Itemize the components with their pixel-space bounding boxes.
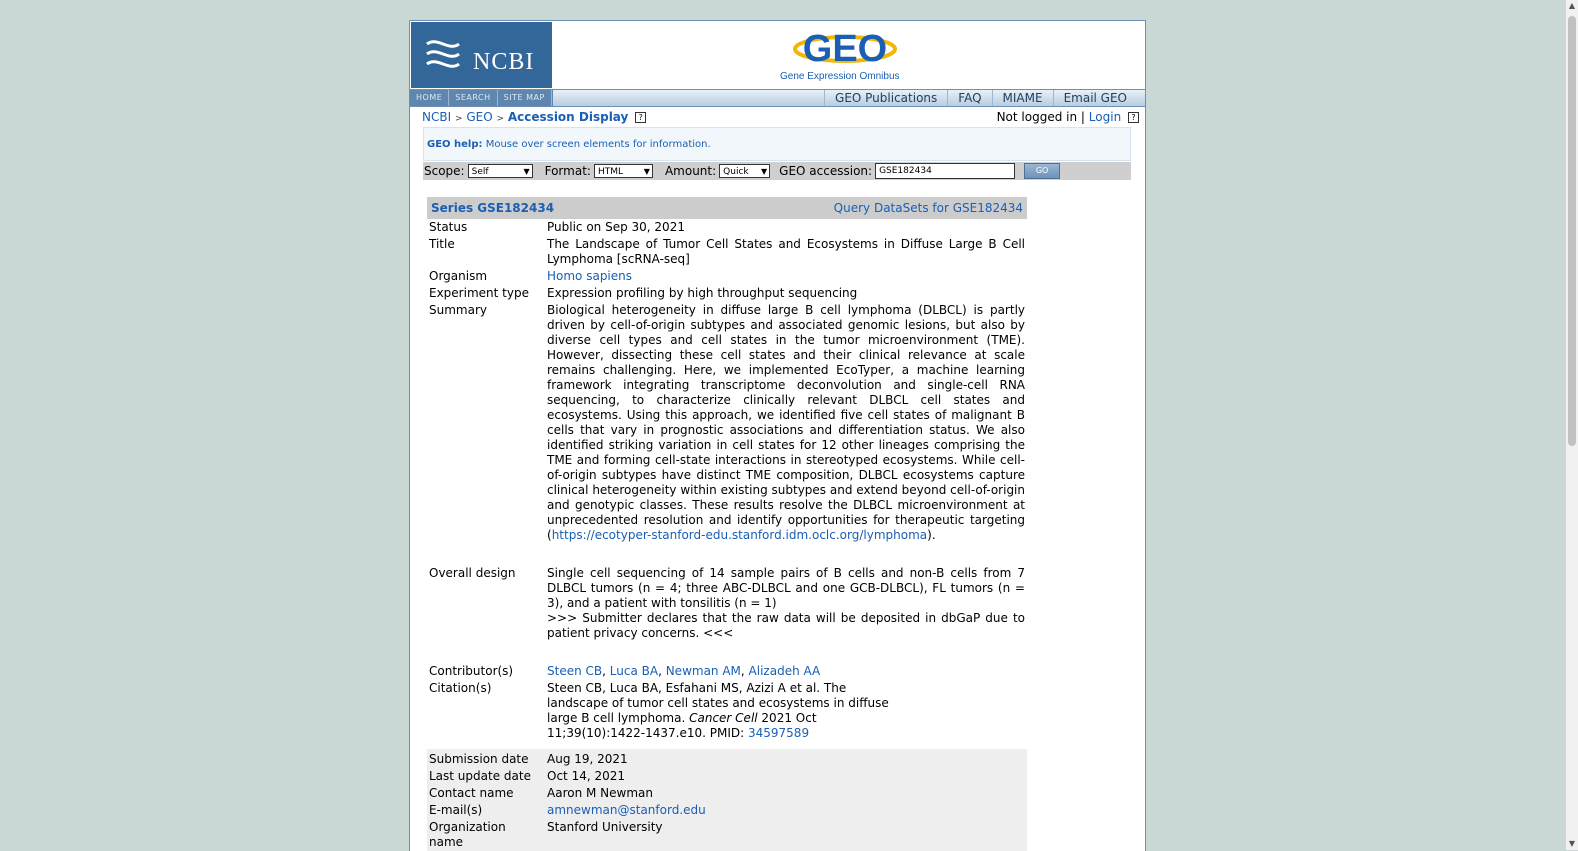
query-datasets-link[interactable]: Query DataSets for GSE182434: [833, 201, 1023, 215]
title-value: The Landscape of Tumor Cell States and Ecosystems in Diffuse Large B Cell Lymphoma [scRNA-seq]: [547, 237, 1025, 266]
experiment-label: Experiment type: [429, 286, 529, 300]
series-header: [427, 197, 1027, 219]
row-submission: [427, 749, 1027, 768]
amount-label: Amount:: [664, 164, 717, 178]
comma: ,: [740, 664, 749, 678]
row-organization: [427, 819, 1027, 851]
geo-help-text: Mouse over screen elements for information.: [485, 139, 711, 150]
login-help-icon[interactable]: ?: [1128, 112, 1139, 123]
citation-text: Steen CB, Luca BA, Esfahani MS, Azizi A et al. The landscape of tumor cell states and ecosystems in diffuse large B cell lymphoma.: [547, 681, 889, 725]
nav-miame[interactable]: MIAME: [992, 90, 1053, 106]
help-icon[interactable]: ?: [635, 112, 646, 123]
login-link[interactable]: Login: [1088, 110, 1122, 124]
geo-help-box: [423, 127, 1131, 161]
geo-nav: [824, 90, 1137, 106]
row-summary: [427, 302, 1027, 565]
status-value: Public on Sep 30, 2021: [547, 220, 685, 234]
breadcrumb-ncbi[interactable]: NCBI: [422, 110, 452, 124]
row-experiment: [427, 285, 1027, 302]
row-design: [427, 565, 1027, 663]
org-label: Organization name: [427, 819, 545, 851]
format-select[interactable]: HTML ▼: [594, 164, 653, 178]
breadcrumb-geo[interactable]: GEO: [466, 110, 493, 124]
summary-text: Biological heterogeneity in diffuse large B cell lymphoma (DLBCL) is partly driven by cell-of-origin subtypes and associated genomic lesions, but also by diverse cell types and cell states in the tumor microenvironment (TME). However, dissecting these cell states and their clinical relevance at scale remains challenging. Here, we implemented EcoTyper, a machine learning framework integrating transcriptome deconvolution and single-cell RNA sequencing, to characterize clinically relevant DLBCL cell states and ecosystems. Using this approach, we identified five cell states of malignant B cells that vary in prognostic associations and differentiation status. We also identified striking variation in cell states for 12 other lineages comprising the TME and forming cell-state interactions in stereotyped ecosystems. While cell-of-origin subtypes have distinct TME composition, DLBCL ecosystems capture clinical heterogeneity within existing subtypes and extend beyond cell-of-origin and genotypic classes. These results resolve the DLBCL microenvironment at unprecedented resolution and identify opportunities for therapeutic targeting (: [547, 303, 1025, 542]
geo-help-title: GEO help:: [427, 139, 483, 150]
scrollbar-thumb[interactable]: [1568, 16, 1576, 446]
geo-logo-text: GEO: [802, 28, 888, 67]
series-panel: [427, 197, 1027, 851]
banner: [410, 21, 1145, 90]
scope-select[interactable]: Self ▼: [468, 164, 533, 178]
email-label: E-mail(s): [427, 802, 545, 819]
design-note: >>> Submitter declares that the raw data will be deposited in dbGaP due to patient privacy concerns. <<<: [547, 611, 1025, 640]
nav-search[interactable]: SEARCH: [449, 90, 497, 106]
ncbi-label: NCBI: [473, 49, 535, 75]
nav-geo-publications[interactable]: GEO Publications: [824, 90, 947, 106]
row-update: [427, 768, 1027, 785]
title-label: Title: [429, 237, 455, 251]
contact-label: Contact name: [427, 785, 545, 802]
design-label: Overall design: [429, 566, 516, 580]
org-value: Stanford University: [545, 819, 1027, 851]
update-value: Oct 14, 2021: [545, 768, 1027, 785]
contributor-link[interactable]: Luca BA: [609, 664, 659, 678]
geo-subtitle: Gene Expression Omnibus: [780, 71, 900, 82]
comma: ,: [602, 664, 610, 678]
contributor-link[interactable]: Newman AM: [665, 664, 741, 678]
go-button[interactable]: GO: [1024, 163, 1060, 179]
organism-link[interactable]: Homo sapiens: [547, 269, 633, 283]
scrollbar[interactable]: [1566, 0, 1578, 850]
summary-end: ).: [927, 528, 936, 542]
email-link[interactable]: amnewman@stanford.edu: [547, 803, 706, 817]
ncbi-nav: [410, 90, 553, 106]
experiment-value: Expression profiling by high throughput sequencing: [547, 286, 858, 300]
status-label: Status: [429, 220, 468, 234]
amount-select[interactable]: Quick ▼: [719, 164, 770, 178]
geo-logo-icon[interactable]: [790, 27, 900, 67]
accession-label: GEO accession:: [779, 164, 873, 178]
ncbi-logo[interactable]: [410, 21, 553, 89]
nav-bar: [410, 90, 1145, 107]
contributors-label: Contributor(s): [429, 664, 514, 678]
row-status: [427, 219, 1027, 236]
contributor-link[interactable]: Alizadeh AA: [748, 664, 821, 678]
accession-input[interactable]: GSE182434: [875, 163, 1015, 179]
organism-label: Organism: [429, 269, 488, 283]
citation-journal: Cancer Cell: [689, 711, 758, 725]
login-area: [997, 107, 1139, 127]
row-email: [427, 802, 1027, 819]
citation-label: Citation(s): [429, 681, 492, 695]
row-contact: [427, 785, 1027, 802]
contact-value: Aaron M Newman: [545, 785, 1027, 802]
nav-email-geo[interactable]: Email GEO: [1053, 90, 1137, 106]
series-title: Series GSE182434: [431, 201, 555, 215]
ncbi-helix-icon: [423, 34, 463, 74]
update-label: Last update date: [427, 768, 545, 785]
nav-site-map[interactable]: SITE MAP: [498, 90, 552, 106]
scroll-up-icon[interactable]: ▲: [1568, 1, 1576, 10]
breadcrumb-sep: >: [454, 114, 463, 124]
format-label: Format:: [544, 164, 591, 178]
breadcrumb-current: Accession Display: [507, 110, 629, 124]
citation-tail: 2021 Oct 11;39(10):1422-1437.e10. PMID:: [547, 711, 817, 740]
breadcrumb-sep: >: [496, 114, 505, 124]
row-organism: [427, 268, 1027, 285]
contributor-link[interactable]: Steen CB: [547, 664, 603, 678]
submission-value: Aug 19, 2021: [545, 749, 1027, 768]
page-container: [409, 20, 1146, 851]
summary-link[interactable]: https://ecotyper-stanford-edu.stanford.idm.oclc.org/lymphoma: [551, 528, 928, 542]
submission-label: Submission date: [427, 749, 545, 768]
summary-label: Summary: [429, 303, 487, 317]
series-details: [427, 219, 1027, 851]
scope-label: Scope:: [424, 164, 465, 178]
comma: ,: [658, 664, 666, 678]
design-text: Single cell sequencing of 14 sample pairs of B cells and non-B cells from 7 DLBCL tumors (n = 4; three ABC-DLBCL and one GCB-DLBCL), FL tumors (n = 3), and a patient with tonsilitis (n = 1): [547, 566, 1025, 610]
row-title: [427, 236, 1027, 268]
accession-form: [423, 162, 1131, 180]
login-divider: |: [1080, 110, 1085, 124]
nav-home[interactable]: HOME: [410, 90, 449, 106]
nav-faq[interactable]: FAQ: [947, 90, 991, 106]
row-citation: [427, 680, 1027, 749]
pmid-link[interactable]: 34597589: [748, 726, 810, 740]
login-status: Not logged in: [996, 110, 1078, 124]
scroll-down-icon[interactable]: ▼: [1568, 839, 1576, 848]
breadcrumb: [410, 107, 1145, 127]
row-contributors: [427, 663, 1027, 680]
